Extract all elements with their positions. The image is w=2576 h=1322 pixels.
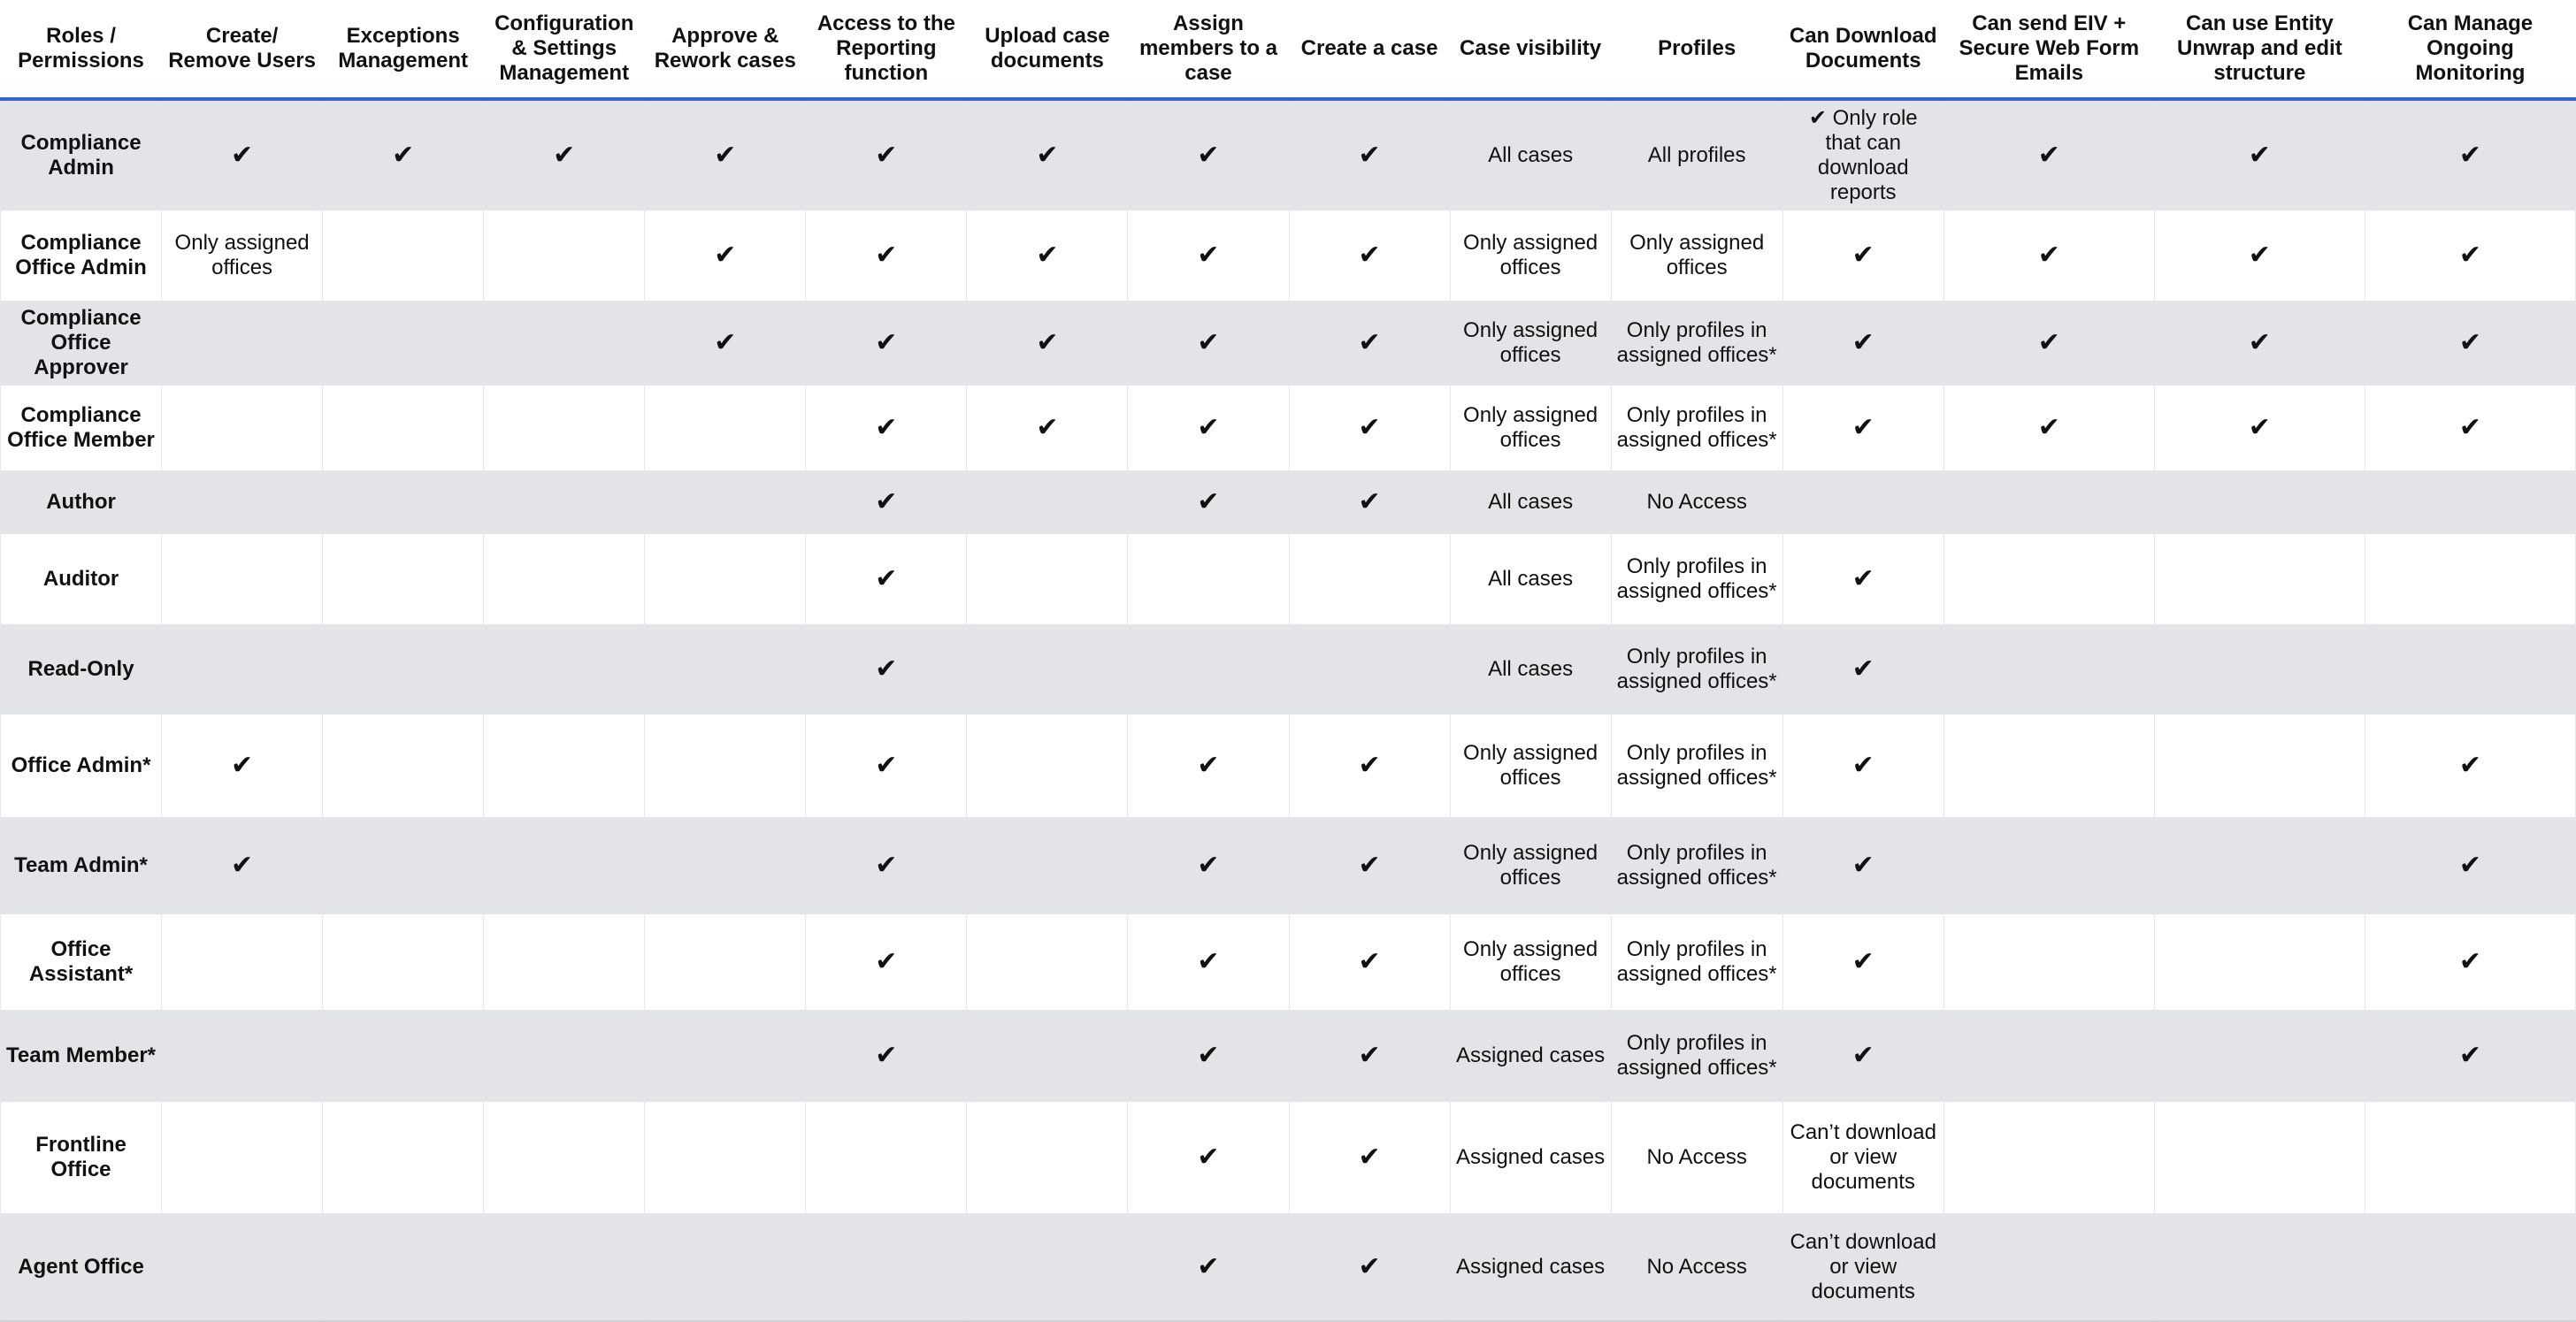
check-icon: ✔ — [2154, 210, 2365, 301]
permission-cell — [484, 1010, 645, 1102]
permission-cell: Only profiles in assigned offices* — [1611, 386, 1782, 470]
permission-cell — [806, 1213, 967, 1321]
check-icon: ✔ — [1944, 210, 2154, 301]
check-icon: ✔ — [1944, 301, 2154, 386]
check-icon: ✔ — [1289, 386, 1450, 470]
permission-cell: All cases — [1450, 624, 1611, 714]
check-icon: ✔ — [2154, 99, 2365, 210]
check-icon: ✔ — [1128, 470, 1289, 534]
check-icon: ✔ — [806, 1010, 967, 1102]
permission-cell — [162, 624, 323, 714]
permission-cell — [1289, 534, 1450, 624]
permission-cell — [323, 1102, 484, 1213]
permission-cell — [967, 914, 1128, 1010]
role-name-cell: Team Member* — [1, 1010, 162, 1102]
permission-cell — [2154, 714, 2365, 817]
permission-cell — [2154, 624, 2365, 714]
permission-cell — [484, 714, 645, 817]
table-row — [1, 386, 2576, 470]
permission-cell — [484, 817, 645, 914]
permission-cell — [162, 386, 323, 470]
permission-cell — [645, 386, 806, 470]
check-icon: ✔ — [967, 301, 1128, 386]
check-icon: ✔ — [806, 624, 967, 714]
check-icon: ✔ — [2365, 1010, 2575, 1102]
permission-cell: Only profiles in assigned offices* — [1611, 301, 1782, 386]
check-icon: ✔ — [1289, 301, 1450, 386]
permission-cell: Only assigned offices — [1450, 914, 1611, 1010]
check-icon: ✔ — [967, 210, 1128, 301]
permission-cell — [1944, 1010, 2154, 1102]
table-row — [1, 914, 2576, 1010]
column-header: Configuration & Settings Management — [484, 0, 645, 99]
permission-cell — [1128, 534, 1289, 624]
permission-cell — [967, 1010, 1128, 1102]
role-name-cell: Compliance Admin — [1, 99, 162, 210]
permission-cell — [484, 1213, 645, 1321]
permission-cell — [323, 714, 484, 817]
permission-cell — [967, 470, 1128, 534]
role-name-cell: Office Assistant* — [1, 914, 162, 1010]
check-icon: ✔ — [806, 210, 967, 301]
permission-cell — [2154, 1213, 2365, 1321]
permission-cell: Only profiles in assigned offices* — [1611, 817, 1782, 914]
check-icon: ✔ — [967, 99, 1128, 210]
permission-cell — [967, 1213, 1128, 1321]
check-icon: ✔ — [2154, 386, 2365, 470]
permission-cell — [162, 534, 323, 624]
permission-cell — [1944, 534, 2154, 624]
check-icon: ✔ — [1944, 99, 2154, 210]
permission-cell — [1944, 1213, 2154, 1321]
permission-cell: Only assigned offices — [1450, 714, 1611, 817]
check-icon: ✔ — [806, 714, 967, 817]
permission-cell — [162, 1102, 323, 1213]
permission-cell — [967, 534, 1128, 624]
permission-cell — [645, 624, 806, 714]
check-icon: ✔ — [645, 210, 806, 301]
permission-cell — [2154, 1102, 2365, 1213]
permission-cell: Assigned cases — [1450, 1010, 1611, 1102]
permission-cell — [323, 914, 484, 1010]
table-row — [1, 99, 2576, 210]
permission-cell — [645, 714, 806, 817]
permission-cell — [2154, 534, 2365, 624]
permission-cell — [484, 534, 645, 624]
permission-cell — [484, 386, 645, 470]
permission-cell: No Access — [1611, 1213, 1782, 1321]
permission-cell: Only profiles in assigned offices* — [1611, 534, 1782, 624]
check-icon: ✔ — [645, 99, 806, 210]
check-icon: ✔ — [1289, 914, 1450, 1010]
check-icon: ✔ — [162, 714, 323, 817]
table-row — [1, 534, 2576, 624]
permission-cell — [2365, 470, 2575, 534]
permission-cell — [1289, 624, 1450, 714]
permission-cell: All cases — [1450, 534, 1611, 624]
permission-cell — [2365, 1213, 2575, 1321]
check-icon: ✔ — [1944, 386, 2154, 470]
column-header: Can send EIV + Secure Web Form Emails — [1944, 0, 2154, 99]
check-icon: ✔ — [1782, 817, 1944, 914]
check-icon: ✔ — [1782, 1010, 1944, 1102]
check-icon: ✔ — [2365, 386, 2575, 470]
table-row — [1, 624, 2576, 714]
check-icon: ✔ — [1289, 1213, 1450, 1321]
permission-cell — [323, 386, 484, 470]
column-header: Access to the Reporting function — [806, 0, 967, 99]
permission-cell — [645, 817, 806, 914]
check-icon: ✔ — [806, 914, 967, 1010]
permission-cell — [2154, 470, 2365, 534]
permission-cell — [645, 534, 806, 624]
permission-cell — [645, 470, 806, 534]
check-icon: ✔ — [1128, 817, 1289, 914]
column-header: Case visibility — [1450, 0, 1611, 99]
permission-cell — [484, 624, 645, 714]
permission-cell: Only assigned offices — [1450, 386, 1611, 470]
permission-cell: All cases — [1450, 470, 1611, 534]
permission-cell: Assigned cases — [1450, 1213, 1611, 1321]
column-header: Can use Entity Unwrap and edit structure — [2154, 0, 2365, 99]
column-header: Upload case documents — [967, 0, 1128, 99]
check-icon: ✔ — [1782, 714, 1944, 817]
check-icon: ✔ — [323, 99, 484, 210]
permission-cell: No Access — [1611, 1102, 1782, 1213]
permission-cell: All profiles — [1611, 99, 1782, 210]
table-row — [1, 470, 2576, 534]
role-name-cell: Frontline Office — [1, 1102, 162, 1213]
permission-cell — [162, 914, 323, 1010]
permission-cell — [323, 817, 484, 914]
role-name-cell: Read-Only — [1, 624, 162, 714]
column-header: Exceptions Management — [323, 0, 484, 99]
permission-cell — [323, 470, 484, 534]
permission-cell — [967, 624, 1128, 714]
permission-cell — [967, 1102, 1128, 1213]
permission-cell — [484, 301, 645, 386]
check-icon: ✔ — [806, 817, 967, 914]
permission-cell — [162, 1213, 323, 1321]
permission-cell: Only assigned offices — [1450, 817, 1611, 914]
permission-cell: Only assigned offices — [1450, 210, 1611, 301]
column-header: Assign members to a case — [1128, 0, 1289, 99]
check-icon: ✔ — [2365, 714, 2575, 817]
header-row — [1, 0, 2576, 99]
permission-cell — [484, 210, 645, 301]
permission-cell — [323, 301, 484, 386]
check-icon: ✔ — [645, 301, 806, 386]
check-icon: ✔ — [967, 386, 1128, 470]
check-icon: ✔ — [1782, 301, 1944, 386]
permission-cell — [323, 534, 484, 624]
permission-cell — [1128, 624, 1289, 714]
role-name-cell: Agent Office — [1, 1213, 162, 1321]
check-icon: ✔ — [806, 534, 967, 624]
permission-cell — [484, 914, 645, 1010]
permission-cell — [323, 1213, 484, 1321]
permission-cell — [2154, 914, 2365, 1010]
check-icon: ✔ — [806, 470, 967, 534]
permission-cell — [1944, 914, 2154, 1010]
column-header: Can Manage Ongoing Monitoring — [2365, 0, 2575, 99]
permission-cell: Can’t download or view documents — [1782, 1213, 1944, 1321]
table-body — [1, 99, 2576, 1321]
permission-cell: Only assigned offices — [1450, 301, 1611, 386]
permission-cell — [162, 301, 323, 386]
permission-cell — [1944, 470, 2154, 534]
check-icon: ✔ — [2365, 99, 2575, 210]
check-icon: ✔ — [1782, 914, 1944, 1010]
check-icon: ✔ — [162, 817, 323, 914]
permission-cell — [162, 470, 323, 534]
check-icon: ✔ — [1128, 1010, 1289, 1102]
table-row — [1, 1010, 2576, 1102]
permission-cell — [323, 1010, 484, 1102]
permission-cell — [645, 1010, 806, 1102]
permission-cell: Can’t download or view documents — [1782, 1102, 1944, 1213]
check-icon: ✔ — [1128, 1102, 1289, 1213]
table-row — [1, 210, 2576, 301]
check-icon: ✔ — [806, 301, 967, 386]
permission-cell — [967, 714, 1128, 817]
permission-cell — [484, 1102, 645, 1213]
check-icon: ✔ — [1128, 914, 1289, 1010]
check-icon: ✔ — [1289, 817, 1450, 914]
column-header: Create a case — [1289, 0, 1450, 99]
permission-cell: Only profiles in assigned offices* — [1611, 714, 1782, 817]
check-icon: ✔ — [1128, 99, 1289, 210]
permission-cell: Only assigned offices — [162, 210, 323, 301]
check-icon: ✔ — [1782, 624, 1944, 714]
permission-cell — [1944, 714, 2154, 817]
check-icon: ✔ — [1128, 714, 1289, 817]
table-row — [1, 1213, 2576, 1321]
check-icon: ✔ — [2365, 914, 2575, 1010]
role-name-cell: Team Admin* — [1, 817, 162, 914]
role-name-cell: Compliance Office Admin — [1, 210, 162, 301]
permission-cell — [323, 210, 484, 301]
permission-cell: Assigned cases — [1450, 1102, 1611, 1213]
permission-cell — [2365, 624, 2575, 714]
check-icon: ✔ — [1289, 1102, 1450, 1213]
role-name-cell: Compliance Office Approver — [1, 301, 162, 386]
check-icon: ✔ — [1128, 301, 1289, 386]
check-icon: ✔ — [806, 386, 967, 470]
table-row — [1, 714, 2576, 817]
table-row — [1, 301, 2576, 386]
permission-cell — [1782, 470, 1944, 534]
check-icon: ✔ — [162, 99, 323, 210]
permission-cell — [645, 914, 806, 1010]
permission-cell — [2365, 534, 2575, 624]
check-icon: ✔ — [1289, 99, 1450, 210]
role-name-cell: Office Admin* — [1, 714, 162, 817]
permission-cell — [645, 1213, 806, 1321]
permission-cell: Only profiles in assigned offices* — [1611, 914, 1782, 1010]
permission-cell — [484, 470, 645, 534]
permission-cell — [2154, 817, 2365, 914]
check-icon: ✔ — [484, 99, 645, 210]
permission-cell: Only profiles in assigned offices* — [1611, 624, 1782, 714]
permission-cell — [645, 1102, 806, 1213]
check-icon: ✔ — [2154, 301, 2365, 386]
column-header: Profiles — [1611, 0, 1782, 99]
role-name-cell: Author — [1, 470, 162, 534]
check-icon: ✔ — [1128, 210, 1289, 301]
role-name-cell: Auditor — [1, 534, 162, 624]
check-icon: ✔ — [1289, 470, 1450, 534]
column-header: Can Download Documents — [1782, 0, 1944, 99]
check-icon: ✔ — [1782, 386, 1944, 470]
check-icon: ✔ — [2365, 301, 2575, 386]
permission-cell: Only assigned offices — [1611, 210, 1782, 301]
permission-cell — [1944, 1102, 2154, 1213]
column-header: Approve & Rework cases — [645, 0, 806, 99]
permission-cell: No Access — [1611, 470, 1782, 534]
permission-cell — [1944, 817, 2154, 914]
permission-cell: All cases — [1450, 99, 1611, 210]
permission-cell — [1944, 624, 2154, 714]
check-icon: ✔ — [806, 99, 967, 210]
permission-cell: Only profiles in assigned offices* — [1611, 1010, 1782, 1102]
check-icon: ✔ — [1289, 210, 1450, 301]
permission-cell — [967, 817, 1128, 914]
check-icon: ✔ — [2365, 817, 2575, 914]
check-icon: ✔ — [1289, 1010, 1450, 1102]
column-header: Roles / Permissions — [1, 0, 162, 99]
check-icon: ✔ — [1289, 714, 1450, 817]
table-row — [1, 1102, 2576, 1213]
check-icon: ✔ — [1128, 1213, 1289, 1321]
check-icon: ✔ — [2365, 210, 2575, 301]
check-icon: ✔ — [1128, 386, 1289, 470]
permission-cell — [806, 1102, 967, 1213]
role-name-cell: Compliance Office Member — [1, 386, 162, 470]
check-icon: ✔ — [1782, 210, 1944, 301]
table-row — [1, 817, 2576, 914]
permission-cell — [2365, 1102, 2575, 1213]
permission-cell: ✔ Only role that can download reports — [1782, 99, 1944, 210]
check-icon: ✔ — [1782, 534, 1944, 624]
permission-cell — [2154, 1010, 2365, 1102]
permission-cell — [323, 624, 484, 714]
permission-cell — [162, 1010, 323, 1102]
column-header: Create/ Remove Users — [162, 0, 323, 99]
